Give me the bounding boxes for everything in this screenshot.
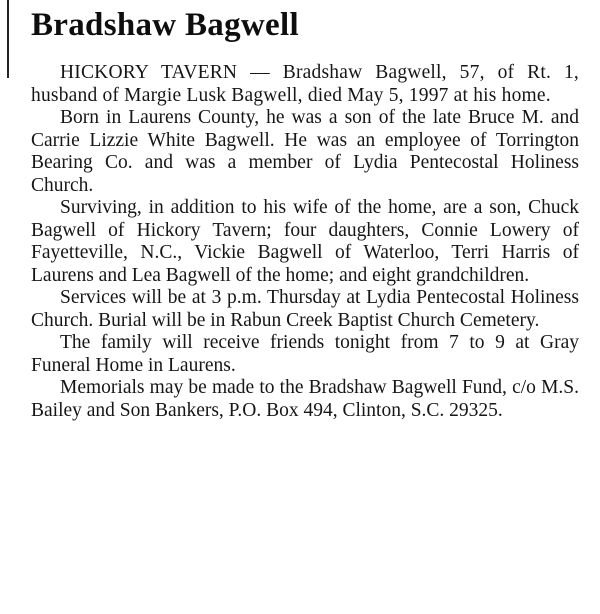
services-paragraph: Services will be at 3 p.m. Thursday at Lydia Pentecostal Holiness Church. Burial will be in Rabun Creek Baptist Church Cemetery. (31, 287, 579, 331)
visitation-paragraph: The family will receive friends tonight from 7 to 9 at Gray Funeral Home in Laurens. (31, 332, 579, 376)
lead-paragraph-text: Bradshaw Bagwell, 57, of Rt. 1, husband of Margie Lusk Bagwell, died May 5, 1997 at his home. (31, 62, 579, 106)
column-rule (7, 0, 9, 78)
memorials-paragraph: Memorials may be made to the Bradshaw Bagwell Fund, c/o M.S. Bailey and Son Bankers, P.O. Box 494, Clinton, S.C. 29325. (31, 377, 579, 421)
dateline: HICKORY TAVERN — (60, 62, 270, 83)
obituary-body (31, 62, 579, 422)
obituary-headline: Bradshaw Bagwell (31, 7, 299, 43)
survivors-paragraph: Surviving, in addition to his wife of the home, are a son, Chuck Bagwell of Hickory Tavern; four daughters, Connie Lowery of Fayetteville, N.C., Vickie Bagwell of Waterloo, Terri Harris of Laurens and Lea Bagwell of the home; and eight grandchildren. (31, 197, 579, 286)
lead-paragraph (31, 62, 579, 107)
biography-paragraph: Born in Laurens County, he was a son of the late Bruce M. and Carrie Lizzie White Bagwell. He was an employee of Torrington Bearing Co. and was a member of Lydia Pentecostal Holiness Church. (31, 107, 579, 196)
